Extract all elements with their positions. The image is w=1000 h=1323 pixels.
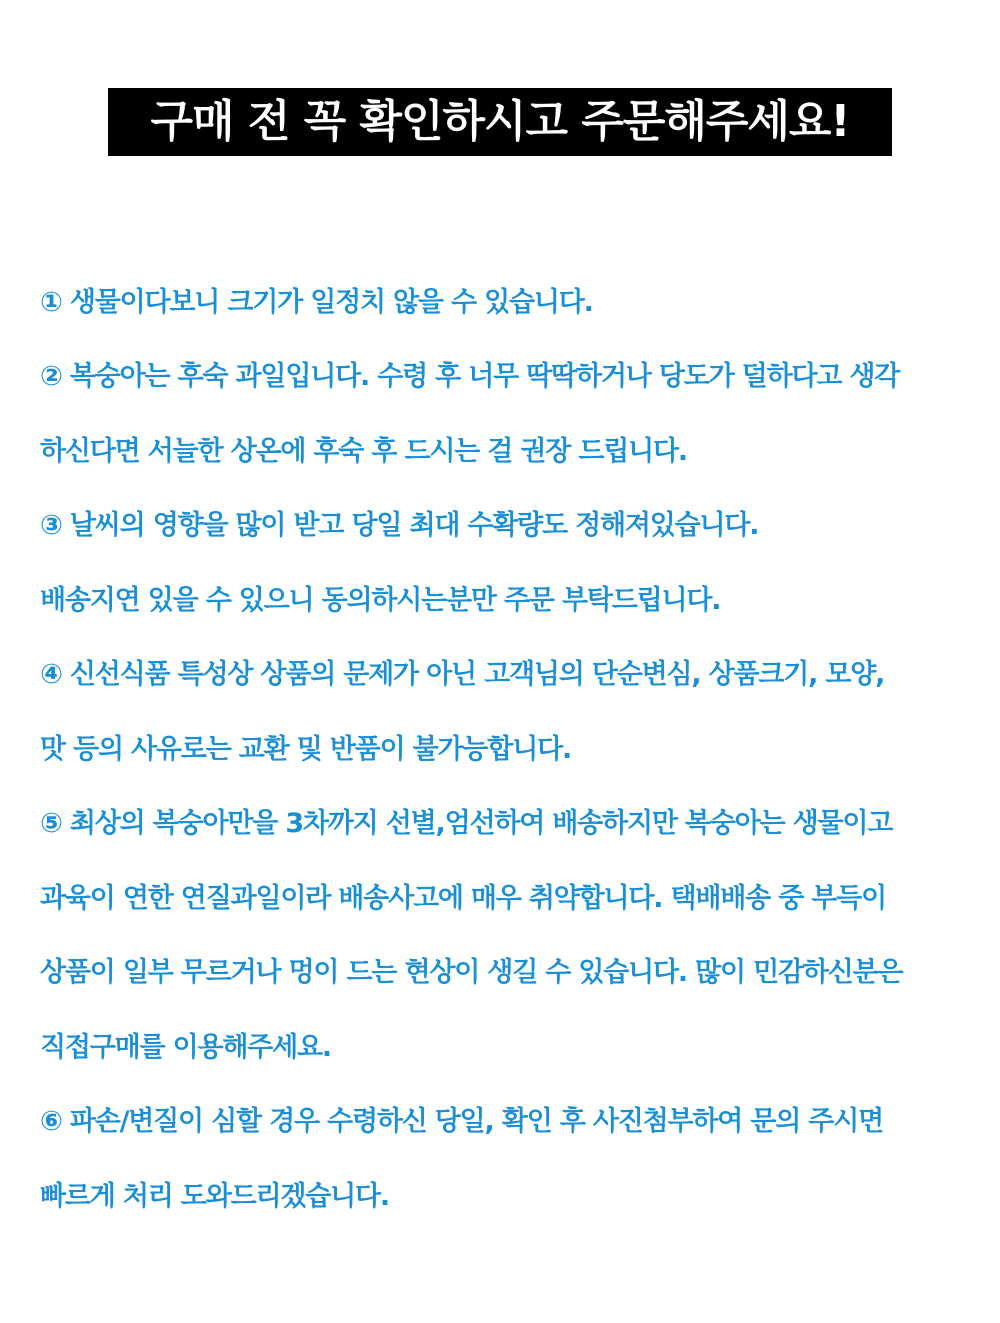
notice-item-2-continued: 하신다면 서늘한 상온에 후숙 후 드시는 걸 권장 드립니다. (40, 435, 687, 467)
notice-item-4: ④ 신선식품 특성상 상품의 문제가 아닌 고객님의 단순변심, 상품크기, 모양, (40, 659, 885, 691)
notice-item-5: ⑤ 최상의 복숭아만을 3차까지 선별,엄선하여 배송하지만 복숭아는 생물이고 (40, 808, 893, 840)
notice-item-3: ③ 날씨의 영향을 많이 받고 당일 최대 수확량도 정해져있습니다. (40, 510, 759, 542)
notice-item-4-continued: 맛 등의 사유로는 교환 및 반품이 불가능합니다. (40, 733, 572, 765)
notice-item-6-continued: 빠르게 처리 도와드리겠습니다. (40, 1180, 389, 1212)
title-banner (108, 88, 892, 156)
notice-item-5-continued-2: 상품이 일부 무르거나 멍이 드는 현상이 생길 수 있습니다. 많이 민감하신분은 (40, 957, 903, 989)
notice-item-1: ① 생물이다보니 크기가 일정치 않을 수 있습니다. (40, 286, 593, 318)
notice-item-6: ⑥ 파손/변질이 심할 경우 수령하신 당일, 확인 후 사진첨부하여 문의 주시면 (40, 1106, 883, 1138)
notice-item-5-continued-1: 과육이 연한 연질과일이라 배송사고에 매우 취약합니다. 택배배송 중 부득이 (40, 882, 886, 914)
notice-list (40, 262, 970, 1231)
notice-item-2: ② 복숭아는 후숙 과일입니다. 수령 후 너무 딱딱하거나 당도가 덜하다고 생각 (40, 361, 900, 393)
page-title: 구매 전 꼭 확인하시고 주문해주세요! (150, 96, 850, 147)
notice-item-5-continued-3: 직접구매를 이용해주세요. (40, 1031, 331, 1063)
notice-item-3-continued: 배송지연 있을 수 있으니 동의하시는분만 주문 부탁드립니다. (40, 584, 721, 616)
